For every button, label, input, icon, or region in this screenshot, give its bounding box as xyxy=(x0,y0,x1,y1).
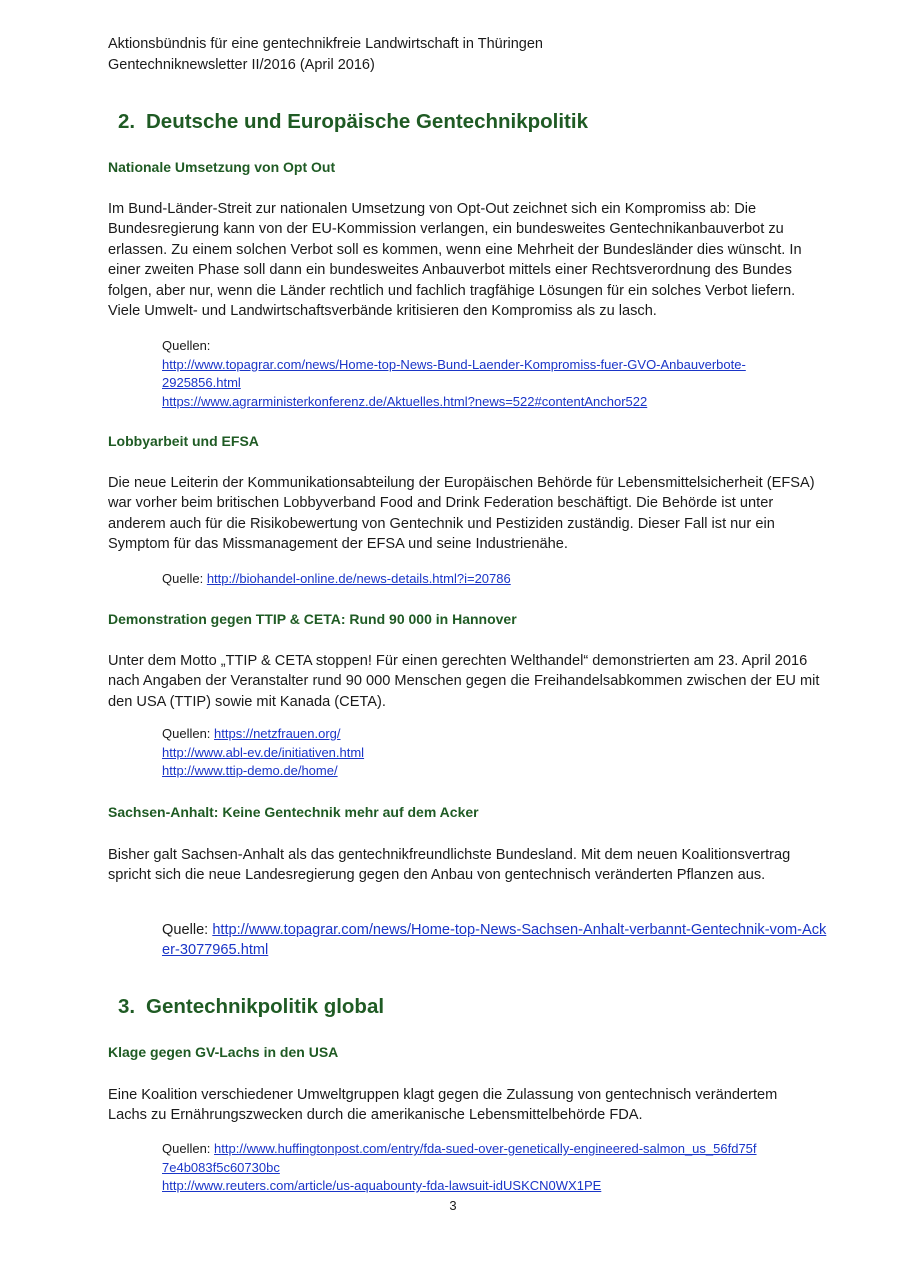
article-body: Bisher galt Sachsen-Anhalt als das gentechnikfreundlichste Bundesland. Mit dem neuen Koalitionsvertrag spricht sich die neue Landesregierung gegen den Anbau von gentechnisch veränderten Pflanzen aus. xyxy=(108,847,791,884)
article-body: Im Bund-Länder-Streit zur nationalen Umsetzung von Opt-Out zeichnet sich ein Kompromiss ab: Die Bundesregierung kann von der EU-Kommission verlangen, ein bundesweites Gentechnikanbauverbot zu erlassen. Zu einem solchen Verbot soll es kommen, wenn eine Mehrheit der Bundesländer dies wünscht. In einer zweiten Phase soll dann ein bundesweites Anbauverbot mittels einer Rechtsverordnung des Bundes folgen, aber nur, wenn die Länder rechtlich und fachlich tragfähige Lösungen für ein solches Verbot liefern. Viele Umwelt- und Landwirtschaftsverbände kritisieren den Kompromiss als zu lasch. xyxy=(108,201,802,320)
section-number: 3. xyxy=(118,995,136,1018)
article-body: Die neue Leiterin der Kommunikationsabteilung der Europäischen Behörde für Lebensmittelsicherheit (EFSA) war vorher beim britischen Lobbyverband Food and Drink Federation beschäftigt. Die Behörde ist unter anderem auch für die Risikobewertung von Gentechnik und Pestiziden zuständig. Dieser Fall ist nur ein Symptom für das Missmanagement der EFSA und seine Industrienähe. xyxy=(108,475,815,553)
article-body: Eine Koalition verschiedener Umweltgruppen klagt gegen die Zulassung von gentechnisch verändertem Lachs zu Ernährungszwecken durch die amerikanische Lebensmittelbehörde FDA. xyxy=(108,1087,778,1124)
sources-label: Quellen: xyxy=(162,338,211,353)
page-number: 3 xyxy=(449,1198,457,1213)
section-heading-3 xyxy=(118,995,384,1019)
document-header xyxy=(108,34,543,76)
header-organization: Aktionsbündnis für eine gentechnikfreie Landwirtschaft in Thüringen xyxy=(108,36,543,52)
source-link[interactable]: http://biohandel-online.de/news-details.html?i=20786 xyxy=(206,571,511,586)
article-heading: Lobbyarbeit und EFSA xyxy=(108,433,259,449)
sources-label: Quelle: xyxy=(162,571,204,586)
sources-label: Quellen: xyxy=(162,1141,211,1156)
article-sources xyxy=(162,570,832,589)
article-sources xyxy=(162,725,832,781)
section-number: 2. xyxy=(118,110,136,133)
article-heading: Nationale Umsetzung von Opt Out xyxy=(108,159,336,175)
source-link[interactable]: http://www.huffingtonpost.com/entry/fda-sued-over-genetically-engineered-salmon_us_56fd75f7e4b083f5c60730bc xyxy=(162,1141,757,1175)
article-sources xyxy=(162,920,827,961)
article-sources xyxy=(162,1140,762,1196)
source-link[interactable]: https://netzfrauen.org/ xyxy=(214,726,341,741)
source-link[interactable]: http://www.topagrar.com/news/Home-top-News-Bund-Laender-Kompromiss-fuer-GVO-Anbauverbote-2925856.html xyxy=(162,356,746,390)
article-sources xyxy=(162,337,832,411)
source-link[interactable]: https://www.agrarministerkonferenz.de/Aktuelles.html?news=522#contentAnchor522 xyxy=(162,393,648,409)
sources-label: Quellen: xyxy=(162,726,211,741)
article-heading: Sachsen-Anhalt: Keine Gentechnik mehr auf dem Acker xyxy=(108,804,479,820)
section-title: Gentechnikpolitik global xyxy=(146,995,385,1018)
sources-label: Quelle: xyxy=(162,922,209,938)
source-link[interactable]: http://www.reuters.com/article/us-aquabounty-fda-lawsuit-idUSKCN0WX1PE xyxy=(162,1178,602,1193)
header-newsletter-title: Gentechniknewsletter II/2016 (April 2016) xyxy=(108,57,375,73)
source-link[interactable]: http://www.ttip-demo.de/home/ xyxy=(162,763,338,778)
article-heading: Demonstration gegen TTIP & CETA: Rund 90 000 in Hannover xyxy=(108,611,517,627)
article-heading: Klage gegen GV-Lachs in den USA xyxy=(108,1044,339,1060)
section-heading-2 xyxy=(118,110,588,134)
section-title: Deutsche und Europäische Gentechnikpolitik xyxy=(146,110,588,133)
source-link[interactable]: http://www.abl-ev.de/initiativen.html xyxy=(162,744,365,760)
source-link[interactable]: http://www.topagrar.com/news/Home-top-News-Sachsen-Anhalt-verbannt-Gentechnik-vom-Acker-3077965.html xyxy=(162,922,827,959)
article-body: Unter dem Motto „TTIP & CETA stoppen! Für einen gerechten Welthandel“ demonstrierten am 23. April 2016 nach Angaben der Veranstalter rund 90 000 Menschen gegen die Freihandelsabkommen zwischen der EU mit den USA (TTIP) sowie mit Kanada (CETA). xyxy=(108,653,820,710)
